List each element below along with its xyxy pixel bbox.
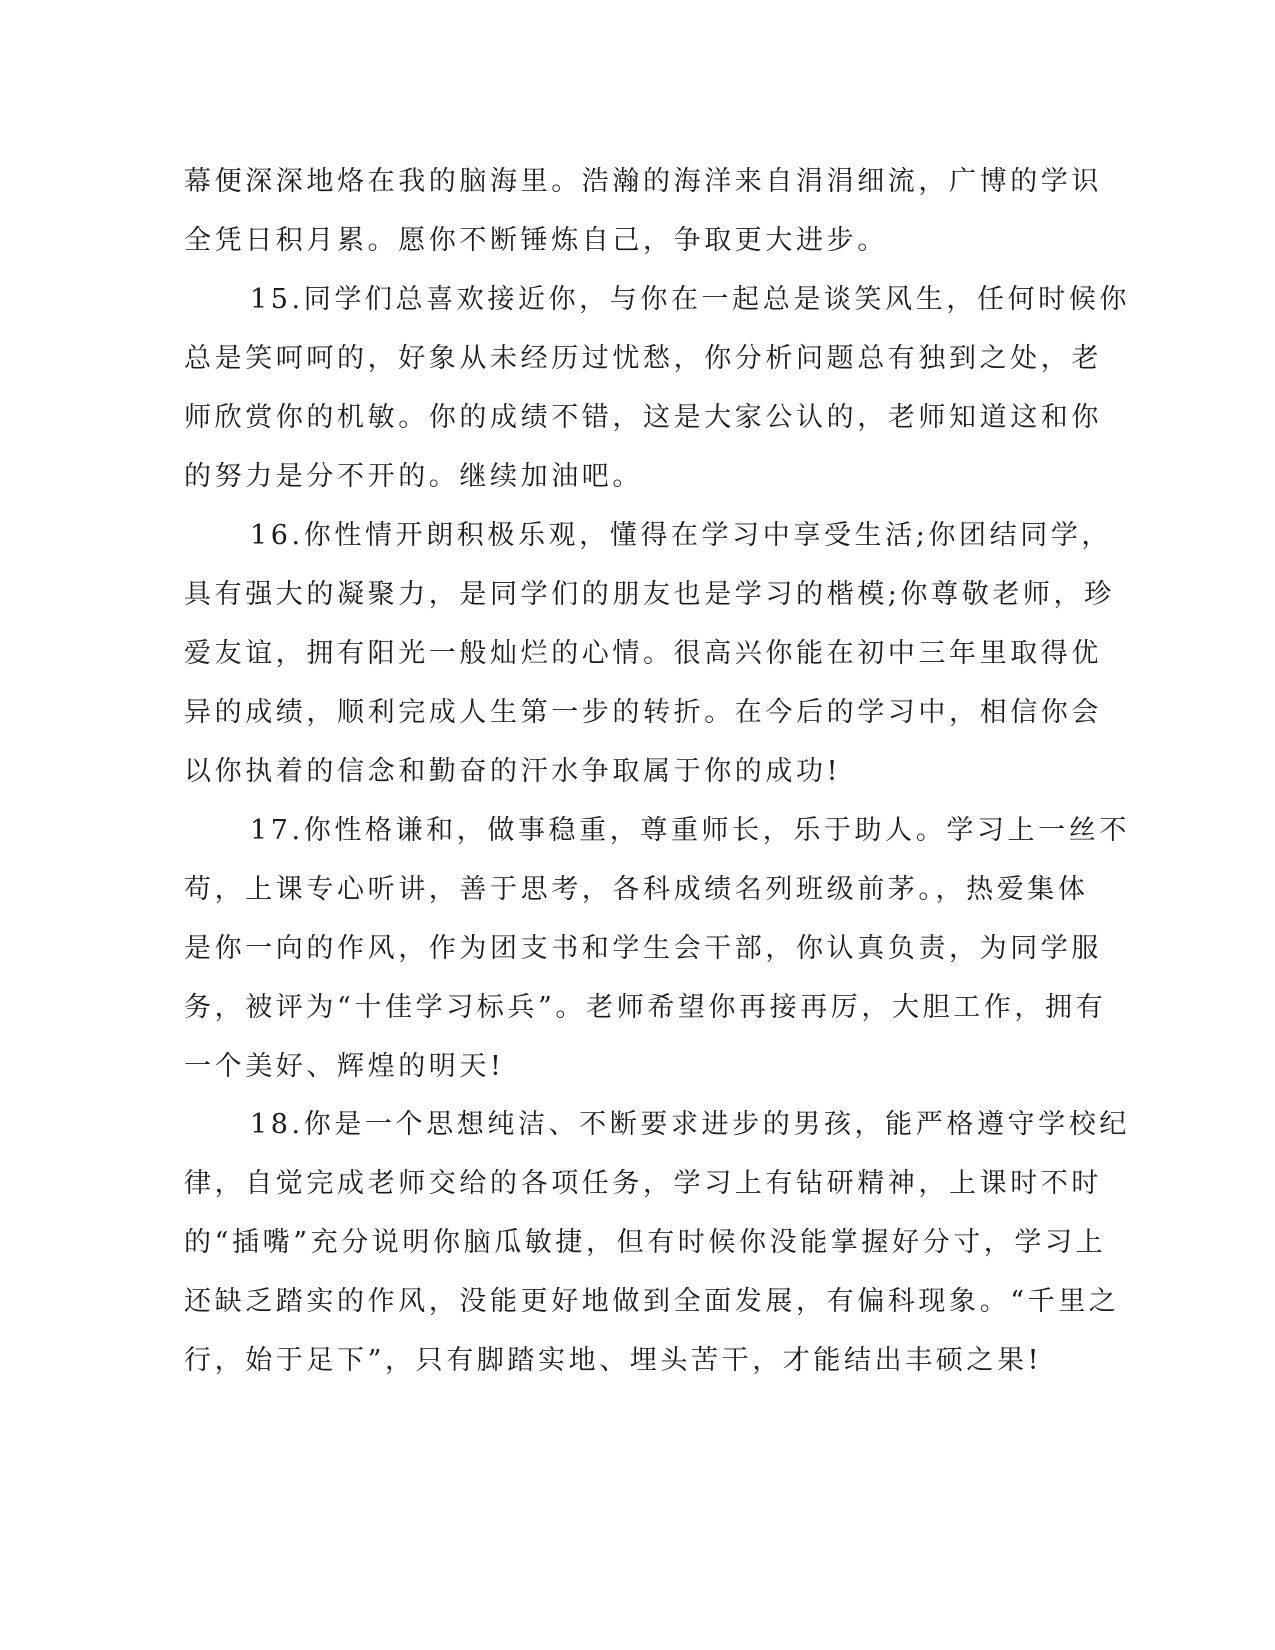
- text-line: 行，始于足下”，只有脚踏实地、埋头苦干，才能结出丰硕之果!: [184, 1345, 1043, 1376]
- text-line: 务，被评为“十佳学习标兵”。老师希望你再接再厉，大胆工作，拥有: [184, 992, 1107, 1023]
- paragraph-17-first-line: 17.你性格谦和，做事稳重，尊重师长，乐于助人。学习上一丝不: [250, 815, 1130, 846]
- text-line: 是你一向的作风，作为团支书和学生会干部，你认真负责，为同学服: [184, 933, 1102, 964]
- text-line: 的努力是分不开的。继续加油吧。: [184, 461, 643, 492]
- text-line: 幕便深深地烙在我的脑海里。浩瀚的海洋来自涓涓细流，广博的学识: [184, 166, 1102, 197]
- text-line: 总是笑呵呵的，好象从未经历过忧愁，你分析问题总有独到之处，老: [184, 343, 1102, 374]
- paragraph-18-first-line: 18.你是一个思想纯洁、不断要求进步的男孩，能严格遵守学校纪: [250, 1109, 1130, 1140]
- text-line: 律，自觉完成老师交给的各项任务，学习上有钻研精神，上课时不时: [184, 1168, 1102, 1199]
- text-line: 异的成绩，顺利完成人生第一步的转折。在今后的学习中，相信你会: [184, 697, 1102, 728]
- text-line: 师欣赏你的机敏。你的成绩不错，这是大家公认的，老师知道这和你: [184, 402, 1102, 433]
- text-line: 具有强大的凝聚力，是同学们的朋友也是学习的楷模;你尊敬老师，珍: [184, 579, 1115, 610]
- text-line: 苟，上课专心听讲，善于思考，各科成绩名列班级前茅。，热爱集体: [184, 874, 1089, 905]
- paragraph-16-first-line: 16.你性情开朗积极乐观，懂得在学习中享受生活;你团结同学，: [250, 520, 1113, 551]
- text-line: 爱友谊，拥有阳光一般灿烂的心情。很高兴你能在初中三年里取得优: [184, 638, 1102, 669]
- text-line: 一个美好、辉煌的明天!: [184, 1051, 505, 1082]
- text-line: 的“插嘴”充分说明你脑瓜敏捷，但有时候你没能掌握好分寸，学习上: [184, 1227, 1107, 1258]
- text-line: 还缺乏踏实的作风，没能更好地做到全面发展，有偏科现象。“千里之: [184, 1286, 1120, 1317]
- text-line: 以你执着的信念和勤奋的汗水争取属于你的成功!: [184, 756, 842, 787]
- text-line: 全凭日积月累。愿你不断锤炼自己，争取更大进步。: [184, 225, 888, 256]
- paragraph-15-first-line: 15.同学们总喜欢接近你，与你在一起总是谈笑风生，任何时候你: [250, 284, 1130, 315]
